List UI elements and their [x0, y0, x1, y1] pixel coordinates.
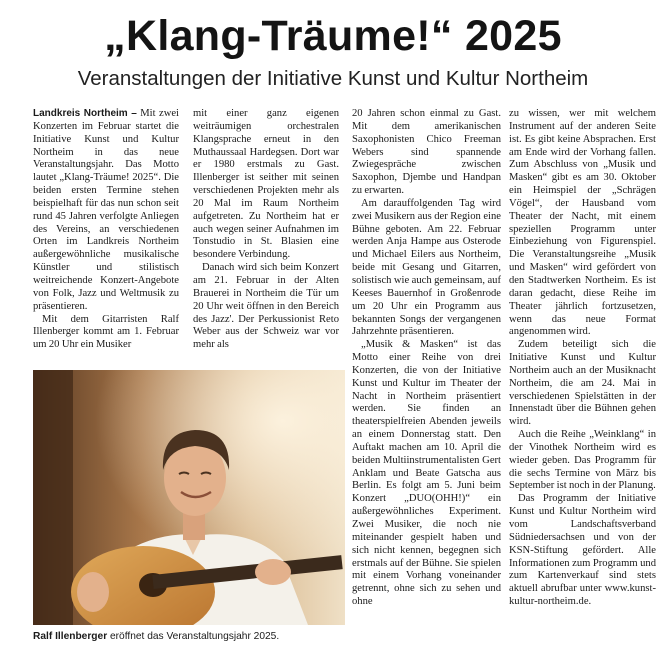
article-column-1 — [33, 108, 179, 353]
article-column-2 — [193, 108, 339, 353]
paragraph-text: Mit zwei Konzerten im Februar startet die Initiative Kunst und Kultur Northeim in das neue Veranstaltungsjahr. Das Motto lautet „Klang-Träume! 2025“. Die beiden ersten Termine stehen beispielhaft für das nun schon seit rund 45 Jahren verfolgte Anliegen des Vereins, an verschiedenen Orten im Landkreis Northeim außergewöhnliche musikalische Künstler und stilistisch weitreichende Konzert-Angebote von Folk, Jazz und Weltmusik zu präsentieren. — [33, 108, 179, 312]
article-paragraph: 20 Jahren schon einmal zu Gast. Mit dem amerikanischen Saxophonisten Chico Freeman Webers sind spannende Zwiegespräche zwischen Saxophon, Djembe und Handpan zu erwarten. — [352, 108, 501, 197]
article-paragraph: Auch die Reihe „Weinklang“ in der Vinothek Northeim wird es wieder geben. Das Programm für die sechs Termine von März bis September ist noch in der Planung. — [509, 429, 656, 492]
article-paragraph: zu wissen, wer mit welchem Instrument auf der anderen Seite ist. Es gibt keine Absprachen. Erst am Ende wird der Vorhang fallen. Zum Abschluss von „Musik und Masken“ gibt es am 30. Oktober ein Heimspiel der „Schrägen Vögel“, der Hausband vom Theater der Nacht, mit einem speziellen Programm unter Einbeziehung von Figurenspiel. Die Veranstaltungsreihe „Musik und Masken“ wird gefördert von den Stadtwerken Northeim. Es ist daran gedacht, diese Reihe im Theater jährlich fortzusetzen, wenn das neue Format angenommen wird. — [509, 108, 656, 338]
article-paragraph: Am darauffolgenden Tag wird zwei Musikern aus der Region eine Bühne geboten. Am 22. Februar werden Anja Hampe aus Osterode und Michael Eilers aus Northeim, beide mit Gesang und Gitarren, solistisch wie auch gemeinsam, auf Keeses Bauernhof in Großenrode um 20 Uhr ein Programm aus bekannten Songs der vergangenen Jahrzehnte präsentieren. — [352, 197, 501, 338]
article-paragraph: mit einer ganz eigenen weiträumigen orchestralen Klangsprache erneut in den Muthaussaal Hardegsen. Dort war er 1980 erstmals zu Gast. Illenberger ist seither mit seinen verschiedenen Projekten mehr als 20 Mal im Raum Northeim aufgetreten. Zu Northeim hat er auch wegen seiner Aufnahmen im Tonstudio in St. Blasien eine besondere Verbindung. — [193, 108, 339, 261]
subheadline: Veranstaltungen der Initiative Kunst und Kultur Northeim — [77, 67, 589, 90]
headline: „Klang-Träume!“ 2025 — [104, 12, 562, 60]
article-column-3 — [352, 108, 501, 648]
article-photo — [33, 370, 345, 625]
article-paragraph: „Musik & Masken“ ist das Motto einer Reihe von drei Konzerten, die von der Initiative Kunst und Kultur im Theater der Nacht in Northeim präsentiert werden. Sie finden an theaterspielfreien Abenden jeweils an einem Donnerstag statt. Den Auftakt machen am 10. April die beiden Multiinstrumentalisten Gert Anklam und Beate Gatscha aus Berlin. Es folgt am 5. Juni beim Konzert „DUO(OHH!)“ ein außergewöhnliches Experiment. Zwei Musiker, die noch nie miteinander gespielt haben und sich nicht kennen, begegnen sich erstmals auf der Bühne. Sie spielen mit einem Vorhang voneinander getrennt, ohne sich zu sehen und ohne — [352, 339, 501, 608]
article-paragraph: Das Programm der Initiative Kunst und Kultur Northeim wird vom Landschaftsverband Südniedersachsen und von der KSN-Stiftung gefördert. Alle Informationen zum Programm und zum Kartenverkauf sind stets aktuell abrufbar unter www.kunst-kultur-northeim.de. — [509, 493, 656, 608]
photo-caption — [33, 630, 353, 643]
article-paragraph — [33, 108, 179, 314]
article-paragraph: Mit dem Gitarristen Ralf Illenberger kommt am 1. Februar um 20 Uhr ein Musiker — [33, 313, 179, 351]
dateline: Landkreis Northeim – — [33, 108, 137, 119]
caption-text: eröffnet das Veranstaltungsjahr 2025. — [107, 631, 280, 642]
article-column-4 — [509, 108, 656, 648]
article-paragraph: Zudem beteiligt sich die Initiative Kunst und Kultur Northeim auch an der Musiknacht Northeim, die am 24. Mai in verschiedenen Spielstätten in der Innenstadt über die Bühnen gehen wird. — [509, 339, 656, 428]
caption-name: Ralf Illenberger — [33, 631, 108, 642]
article-paragraph: Danach wird sich beim Konzert am 21. Februar in der Alten Brauerei in Northeim die Tür um 20 Uhr weit öffnen in den Bereich des Jazz'. Der Perkussionist Reto Weber aus der Schweiz war vor mehr als — [193, 262, 339, 351]
